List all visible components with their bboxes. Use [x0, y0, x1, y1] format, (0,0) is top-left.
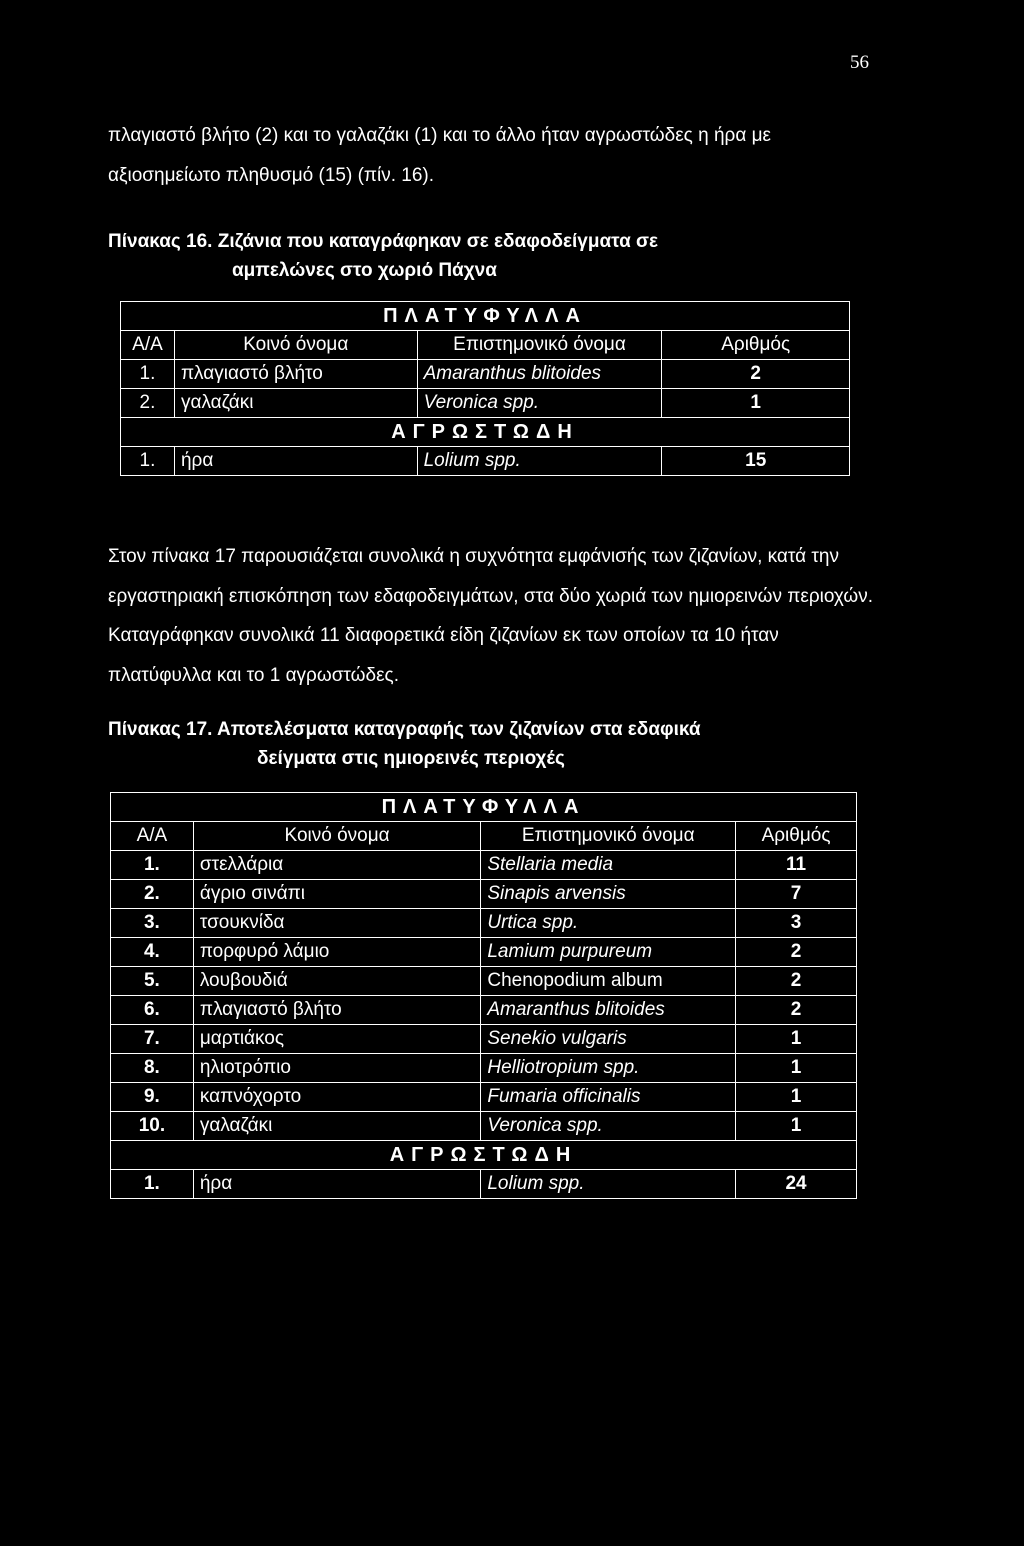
row-scientific-name: Stellaria media: [481, 851, 736, 880]
row-count: 1: [736, 1083, 857, 1112]
row-count: 1: [736, 1054, 857, 1083]
table16-header-scientific: Επιστημονικό όνομα: [417, 331, 662, 360]
table16: [120, 301, 850, 476]
row-scientific-name: Sinapis arvensis: [481, 880, 736, 909]
row-scientific-name: Veronica spp.: [481, 1112, 736, 1141]
table17-caption-line1: Αποτελέσματα καταγραφής των ζιζανίων στα εδαφικά: [217, 719, 701, 740]
table16-header-row: [121, 331, 850, 360]
row-num: 10.: [111, 1112, 194, 1141]
row-count: 7: [736, 880, 857, 909]
row-common-name: γαλαζάκι: [174, 389, 417, 418]
table-row: [111, 1025, 857, 1054]
row-common-name: στελλάρια: [193, 851, 481, 880]
table16-header-num: Α/Α: [121, 331, 175, 360]
row-count: 1: [736, 1025, 857, 1054]
row-common-name: άγριο σινάπι: [193, 880, 481, 909]
row-common-name: ήρα: [193, 1170, 481, 1199]
table16-caption-label: Πίνακας 16.: [108, 231, 213, 252]
row-scientific-name: Fumaria officinalis: [481, 1083, 736, 1112]
row-scientific-name: Helliotropium spp.: [481, 1054, 736, 1083]
row-num: 1.: [111, 851, 194, 880]
table17-header-count: Αριθμός: [736, 822, 857, 851]
table-row: [121, 360, 850, 389]
row-count: 24: [736, 1170, 857, 1199]
table17-section-broadleaf: ΠΛΑΤΥΦΥΛΛΑ: [111, 793, 857, 822]
row-num: 4.: [111, 938, 194, 967]
row-count: 2: [736, 996, 857, 1025]
table-row: [111, 851, 857, 880]
row-num: 5.: [111, 967, 194, 996]
table-row: [111, 1170, 857, 1199]
table17: [110, 792, 857, 1199]
summary-paragraph: Στον πίνακα 17 παρουσιάζεται συνολικά η συχνότητα εμφάνισής των ζιζανίων, κατά την εργαστηριακή επισκόπηση των εδαφοδειγμάτων, στα δύο χωριά των ημιορεινών περιοχών. Καταγράφηκαν συνολικά 11 διαφορετικά είδη ζιζανίων εκ των οποίων τα 10 ήταν πλατύφυλλα και το 1 αγρωστώδες.: [108, 546, 873, 686]
row-count: 15: [662, 447, 850, 476]
row-num: 7.: [111, 1025, 194, 1054]
row-count: 3: [736, 909, 857, 938]
table-row: [111, 967, 857, 996]
table16-caption-line2: αμπελώνες στο χωριό Πάχνα: [232, 260, 497, 281]
row-common-name: λουβουδιά: [193, 967, 481, 996]
table16-header-common: Κοινό όνομα: [174, 331, 417, 360]
table-row: [111, 880, 857, 909]
row-count: 1: [736, 1112, 857, 1141]
row-common-name: τσουκνίδα: [193, 909, 481, 938]
row-count: 1: [662, 389, 850, 418]
table17-caption: [108, 715, 868, 773]
table17-section-grass: ΑΓΡΩΣΤΩΔΗ: [111, 1141, 857, 1170]
row-num: 2.: [111, 880, 194, 909]
row-num: 3.: [111, 909, 194, 938]
row-scientific-name: Urtica spp.: [481, 909, 736, 938]
row-common-name: μαρτιάκος: [193, 1025, 481, 1054]
row-scientific-name: Lamium purpureum: [481, 938, 736, 967]
row-common-name: ήρα: [174, 447, 417, 476]
table-row: [111, 1112, 857, 1141]
row-scientific-name: Senekio vulgaris: [481, 1025, 736, 1054]
row-scientific-name: Lolium spp.: [417, 447, 662, 476]
table17-header-common: Κοινό όνομα: [193, 822, 481, 851]
row-scientific-name: Veronica spp.: [417, 389, 662, 418]
table-row: [111, 1083, 857, 1112]
table-row: [111, 938, 857, 967]
row-num: 2.: [121, 389, 175, 418]
intro-paragraph: πλαγιαστό βλήτο (2) και το γαλαζάκι (1) και το άλλο ήταν αγρωστώδες η ήρα με αξιοσημείωτο πληθυσμό (15) (πίν. 16).: [108, 125, 772, 186]
table-row: [121, 389, 850, 418]
table17-header-num: Α/Α: [111, 822, 194, 851]
row-scientific-name: Amaranthus blitoides: [481, 996, 736, 1025]
row-common-name: πλαγιαστό βλήτο: [193, 996, 481, 1025]
row-common-name: γαλαζάκι: [193, 1112, 481, 1141]
row-num: 9.: [111, 1083, 194, 1112]
table17-caption-label: Πίνακας 17.: [108, 719, 213, 740]
row-common-name: πλαγιαστό βλήτο: [174, 360, 417, 389]
row-scientific-name: Chenopodium album: [481, 967, 736, 996]
table-row: [111, 1054, 857, 1083]
row-count: 2: [736, 938, 857, 967]
row-count: 2: [662, 360, 850, 389]
row-num: 1.: [111, 1170, 194, 1199]
row-common-name: πορφυρό λάμιο: [193, 938, 481, 967]
row-scientific-name: Amaranthus blitoides: [417, 360, 662, 389]
row-num: 1.: [121, 360, 175, 389]
row-common-name: καπνόχορτο: [193, 1083, 481, 1112]
table17-caption-line2: δείγματα στις ημιορεινές περιοχές: [257, 748, 565, 769]
table16-section-broadleaf: ΠΛΑΤΥΦΥΛΛΑ: [121, 302, 850, 331]
page-number: 56: [850, 52, 869, 73]
table-row: [111, 909, 857, 938]
row-num: 6.: [111, 996, 194, 1025]
table17-header-row: [111, 822, 857, 851]
table-row: [121, 447, 850, 476]
table16-header-count: Αριθμός: [662, 331, 850, 360]
table17-header-scientific: Επιστημονικό όνομα: [481, 822, 736, 851]
row-num: 8.: [111, 1054, 194, 1083]
row-num: 1.: [121, 447, 175, 476]
row-count: 2: [736, 967, 857, 996]
table16-section-grass: ΑΓΡΩΣΤΩΔΗ: [121, 418, 850, 447]
table16-caption: [108, 227, 868, 285]
row-common-name: ηλιοτρόπιο: [193, 1054, 481, 1083]
table-row: [111, 996, 857, 1025]
row-count: 11: [736, 851, 857, 880]
row-scientific-name: Lolium spp.: [481, 1170, 736, 1199]
table16-caption-line1: Ζιζάνια που καταγράφηκαν σε εδαφοδείγματα σε: [217, 231, 659, 252]
